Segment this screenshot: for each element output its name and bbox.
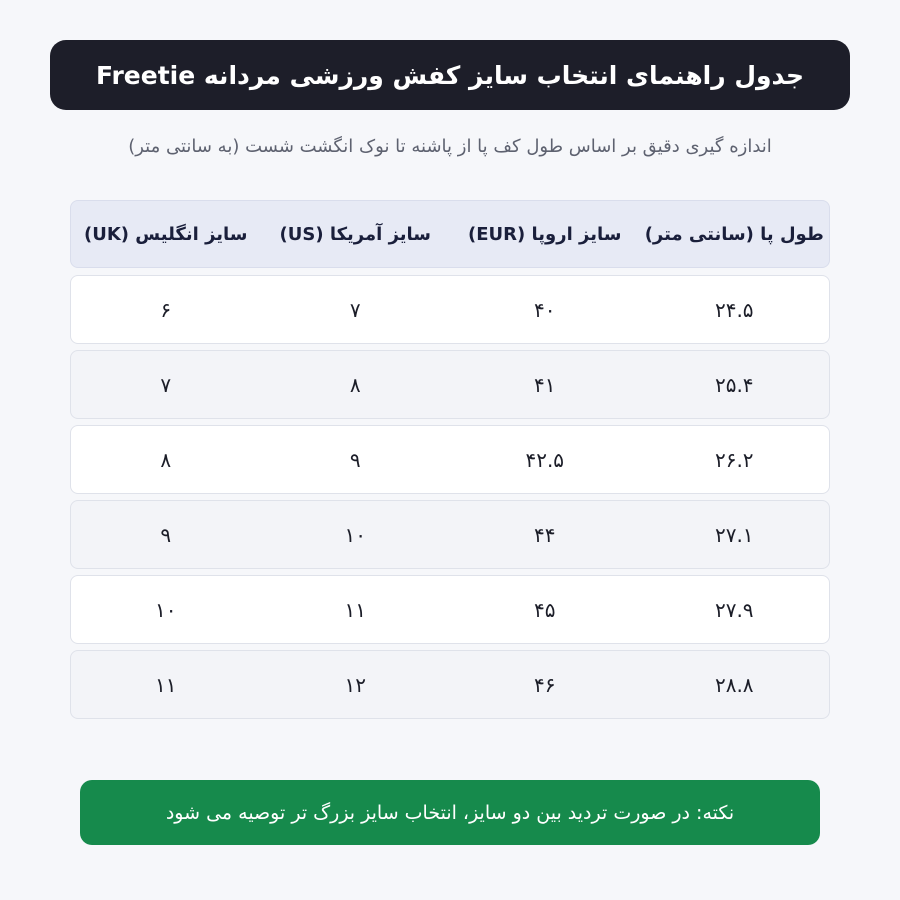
table-row bbox=[70, 500, 830, 569]
cell-eur-size: ۴۰ bbox=[534, 297, 556, 322]
cell-foot-length: ۲۴.۵ bbox=[714, 297, 754, 322]
cell-foot-length: ۲۶.۲ bbox=[714, 447, 754, 472]
cell-eur-size: ۴۴ bbox=[534, 522, 556, 547]
cell-uk-size: ۱۰ bbox=[155, 597, 177, 622]
page-subtitle: اندازه گیری دقیق بر اساس طول کف پا از پاشنه تا نوک انگشت شست (به سانتی متر) bbox=[128, 136, 772, 157]
cell-foot-length: ۲۷.۹ bbox=[714, 597, 754, 622]
cell-eur-size: ۴۲.۵ bbox=[525, 447, 565, 472]
header-foot-length: طول پا (سانتی متر) bbox=[644, 223, 824, 245]
table-row bbox=[70, 425, 830, 494]
cell-us-size: ۱۲ bbox=[344, 672, 366, 697]
cell-uk-size: ۷ bbox=[160, 372, 172, 397]
cell-foot-length: ۲۷.۱ bbox=[714, 522, 754, 547]
table-header-row bbox=[70, 200, 830, 268]
page-title: جدول راهنمای انتخاب سایز کفش ورزشی مردانه Freetie bbox=[95, 60, 805, 90]
table-row bbox=[70, 350, 830, 419]
cell-us-size: ۸ bbox=[349, 372, 361, 397]
cell-us-size: ۱۱ bbox=[344, 597, 366, 622]
note-banner bbox=[80, 780, 820, 845]
header-uk-size: سایز انگلیس (UK) bbox=[83, 223, 248, 245]
cell-foot-length: ۲۵.۴ bbox=[714, 372, 754, 397]
cell-uk-size: ۸ bbox=[160, 447, 172, 472]
cell-foot-length: ۲۸.۸ bbox=[714, 672, 754, 697]
header-eur-size: سایز اروپا (EUR) bbox=[468, 223, 622, 245]
cell-us-size: ۷ bbox=[349, 297, 361, 322]
cell-us-size: ۱۰ bbox=[344, 522, 366, 547]
cell-uk-size: ۶ bbox=[160, 297, 172, 322]
note-text: نکته: در صورت تردید بین دو سایز، انتخاب سایز بزرگ تر توصیه می شود bbox=[165, 801, 735, 824]
title-banner bbox=[50, 40, 850, 110]
cell-eur-size: ۴۶ bbox=[534, 672, 556, 697]
table-row bbox=[70, 275, 830, 344]
cell-uk-size: ۹ bbox=[160, 522, 172, 547]
cell-us-size: ۹ bbox=[349, 447, 361, 472]
cell-eur-size: ۴۱ bbox=[534, 372, 556, 397]
table-row bbox=[70, 575, 830, 644]
size-table bbox=[70, 200, 830, 725]
header-us-size: سایز آمریکا (US) bbox=[279, 223, 432, 245]
cell-eur-size: ۴۵ bbox=[534, 597, 556, 622]
cell-uk-size: ۱۱ bbox=[155, 672, 177, 697]
table-row bbox=[70, 650, 830, 719]
